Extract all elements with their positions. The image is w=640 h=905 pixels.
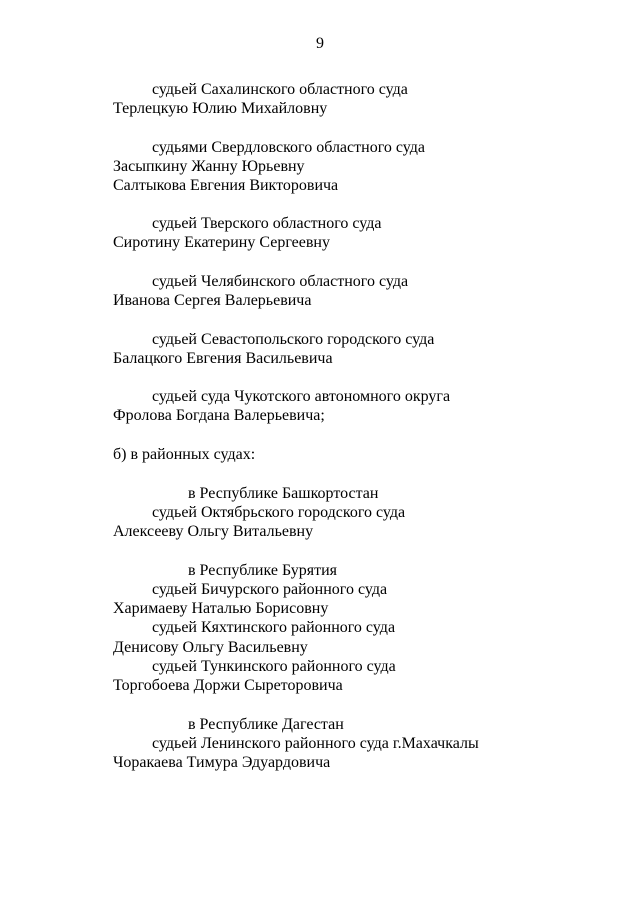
text-line: б) в районных судах: bbox=[113, 446, 256, 463]
text-line: Торгобоева Доржи Сыреторовича bbox=[113, 677, 343, 694]
text-line: Засыпкину Жанну Юрьевну bbox=[113, 158, 305, 175]
text-line: Харимаеву Наталью Борисовну bbox=[113, 600, 329, 617]
text-line: судьей Челябинского областного суда bbox=[152, 273, 409, 290]
text-line: судьей Октябрьского городского суда bbox=[152, 504, 406, 521]
text-line: в Республике Башкортостан bbox=[188, 485, 379, 502]
text-line: Иванова Сергея Валерьевича bbox=[113, 292, 312, 309]
page-number: 9 bbox=[316, 35, 324, 52]
text-line: Салтыкова Евгения Викторовича bbox=[113, 177, 339, 194]
text-line: Терлецкую Юлию Михайловну bbox=[113, 100, 328, 117]
text-line: в Республике Дагестан bbox=[188, 716, 344, 733]
text-line: судьей Севастопольского городского суда bbox=[152, 331, 435, 348]
text-line: в Республике Бурятия bbox=[188, 562, 338, 579]
text-line: Фролова Богдана Валерьевича; bbox=[113, 407, 325, 424]
text-line: Денисову Ольгу Васильевну bbox=[113, 639, 308, 656]
text-line: Балацкого Евгения Васильевича bbox=[113, 350, 333, 367]
text-line: судьей Кяхтинского районного суда bbox=[152, 619, 396, 636]
text-line: судьей суда Чукотского автономного округа bbox=[152, 388, 451, 405]
text-line: судьями Свердловского областного суда bbox=[152, 139, 425, 156]
text-line: Сиротину Екатерину Сергеевну bbox=[113, 234, 330, 251]
text-line: судьей Ленинского районного суда г.Махачкалы bbox=[152, 735, 479, 752]
text-line: судьей Бичурского районного суда bbox=[152, 581, 388, 598]
text-line: судьей Тверского областного суда bbox=[152, 215, 382, 232]
text-line: судьей Тункинского районного суда bbox=[152, 658, 396, 675]
text-line: Алексееву Ольгу Витальевну bbox=[113, 523, 314, 540]
text-line: судьей Сахалинского областного суда bbox=[152, 81, 408, 98]
text-line: Чоракаева Тимура Эдуардовича bbox=[113, 754, 331, 771]
